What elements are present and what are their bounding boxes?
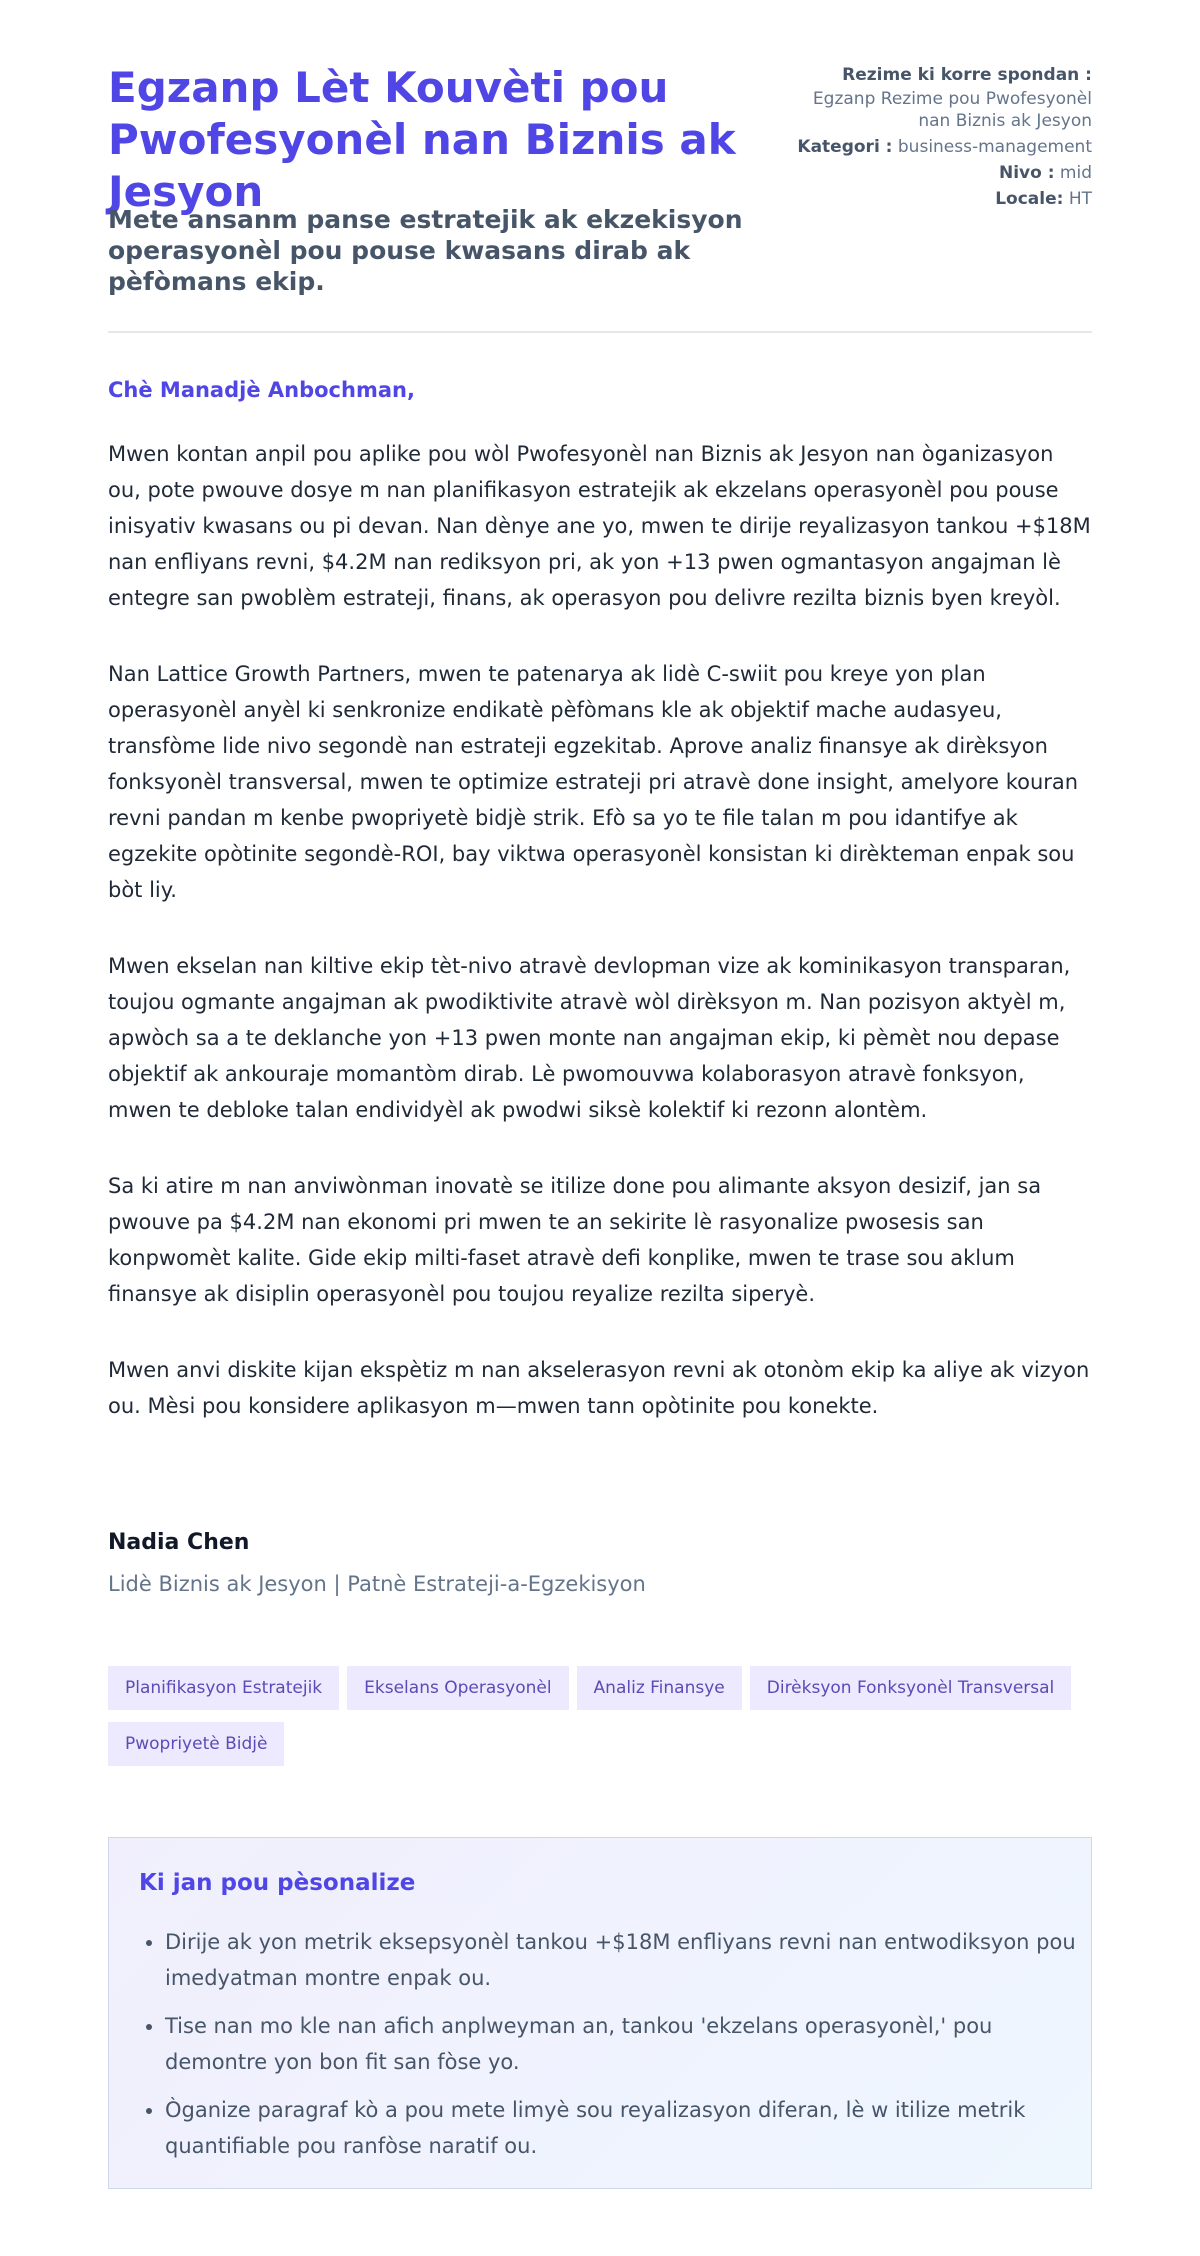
header-divider xyxy=(108,331,1092,333)
skill-tag: Pwopriyetè Bidjè xyxy=(108,1722,284,1766)
letter-paragraph: Mwen kontan anpil pou aplike pou wòl Pwofesyonèl nan Biznis ak Jesyon nan òganizasyon ou, pote pwouve dosye m nan planifikasyon estratejik ak ekzelans operasyonèl pou pouse inisyativ kwasans ou pi devan. Nan dènye ane yo, mwen te dirije reyalizasyon tankou +$18M nan enfliyans revni, $4.2M nan rediksyon pri, ak yon +13 pwen ogmantasyon angajman lè entegre san pwoblèm estrateji, finans, ak operasyon pou delivre rezilta biznis byen kreyòl. xyxy=(108,442,1091,610)
meta-ref-value[interactable]: Egzanp Rezime pou Pwofesyonèl nan Biznis ak Jesyon xyxy=(812,89,1092,131)
letter-paragraph: Mwen ekselan nan kiltive ekip tèt-nivo atravè devlopman vize ak kominikasyon transparan, toujou ogmante angajman ak pwodiktivite atravè wòl dirèksyon m. Nan pozisyon aktyèl m, apwòch sa a te deklanche yon +13 pwen monte nan angajman ekip, ki pèmèt nou depase objektif ak ankouraje momantòm dirab. Lè pwomouvwa kolaborasyon atravè fonksyon, mwen te debloke talan endividyèl ak pwodwi siksè kolektif ki rezonn alontèm. xyxy=(108,954,1071,1122)
skill-tag: Planifikasyon Estratejik xyxy=(108,1666,339,1710)
letter-greeting: Chè Manadjè Anbochman, xyxy=(108,378,415,402)
meta-category xyxy=(732,136,1092,158)
meta-ref-label-row xyxy=(732,64,1092,86)
skill-tags xyxy=(108,1666,1108,1778)
meta-level xyxy=(732,162,1092,184)
meta-ref-label: Rezime ki korre spondan : xyxy=(842,65,1092,85)
letter-paragraph: Sa ki atire m nan anviwònman inovatè se itilize done pou alimante aksyon desizif, jan sa pwouve pa $4.2M nan ekonomi pri mwen te an sekirite lè rasyonalize pwosesis san konpwomèt kalite. Gide ekip milti-faset atravè defi konplike, mwen te trase sou aklum finansye ak disiplin operasyonèl pou toujou reyalize rezilta siperyè. xyxy=(108,1174,1042,1306)
meta-level-label: Nivo : xyxy=(998,163,1055,183)
meta-locale xyxy=(732,188,1092,210)
meta-category-value: business-management xyxy=(897,137,1092,157)
skill-tag: Analiz Finansye xyxy=(577,1666,742,1710)
meta-panel xyxy=(732,64,1092,212)
meta-category-label: Kategori : xyxy=(797,137,893,157)
skill-tag: Ekselans Operasyonèl xyxy=(347,1666,568,1710)
tips-item: • Dirije ak yon metrik eksepsyonèl tankou +$18M enfliyans revni nan entwodiksyon pou imedyatman montre enpak ou. xyxy=(165,1924,1085,1996)
page-title: Egzanp Lèt Kouvèti pou Pwofesyonèl nan Biznis ak Jesyon xyxy=(108,63,736,216)
signer-title: Lidè Biznis ak Jesyon | Patnè Estrateji-a-Egzekisyon xyxy=(108,1572,646,1596)
tips-heading: Ki jan pou pèsonalize xyxy=(139,1870,416,1896)
page-subtitle: Mete ansanm panse estratejik ak ekzekisyon operasyonèl pou pouse kwasans dirab ak pèfòmans ekip. xyxy=(108,205,743,296)
skill-tag: Dirèksyon Fonksyonèl Transversal xyxy=(750,1666,1072,1710)
tips-box xyxy=(108,1837,1092,2189)
signer-name: Nadia Chen xyxy=(108,1530,250,1555)
meta-locale-label: Locale: xyxy=(995,189,1064,209)
tips-item: • Tise nan mo kle nan afich anplweyman an, tankou 'ekzelans operasyonèl,' pou demontre yon bon fit san fòse yo. xyxy=(165,2008,1085,2080)
meta-locale-value: HT xyxy=(1068,189,1092,209)
tips-list xyxy=(135,1924,1085,2176)
meta-level-value: mid xyxy=(1059,163,1092,183)
letter-paragraph: Mwen anvi diskite kijan ekspètiz m nan akselerasyon revni ak otonòm ekip ka aliye ak vizyon ou. Mèsi pou konsidere aplikasyon m—mwen tann opòtinite pou konekte. xyxy=(108,1358,1090,1418)
tips-item: • Òganize paragraf kò a pou mete limyè sou reyalizasyon diferan, lè w itilize metrik quantifiable pou ranfòse naratif ou. xyxy=(165,2092,1085,2164)
letter-paragraph: Nan Lattice Growth Partners, mwen te patenarya ak lidè C-swiit pou kreye yon plan operasyonèl anyèl ki senkronize endikatè pèfòmans kle ak objektif mache audasyeu, transfòme lide nivo segondè nan estrateji egzekitab. Aprove analiz finansye ak dirèksyon fonksyonèl transversal, mwen te optimize estrateji pri atravè done insight, amelyore kouran revni pandan m kenbe pwopriyetè bidjè strik. Efò sa yo te file talan m pou idantifye ak egzekite opòtinite segondè-ROI, bay viktwa operasyonèl konsistan ki dirèkteman enpak sou bòt liy. xyxy=(108,662,1079,902)
letter-body xyxy=(108,436,1092,1464)
